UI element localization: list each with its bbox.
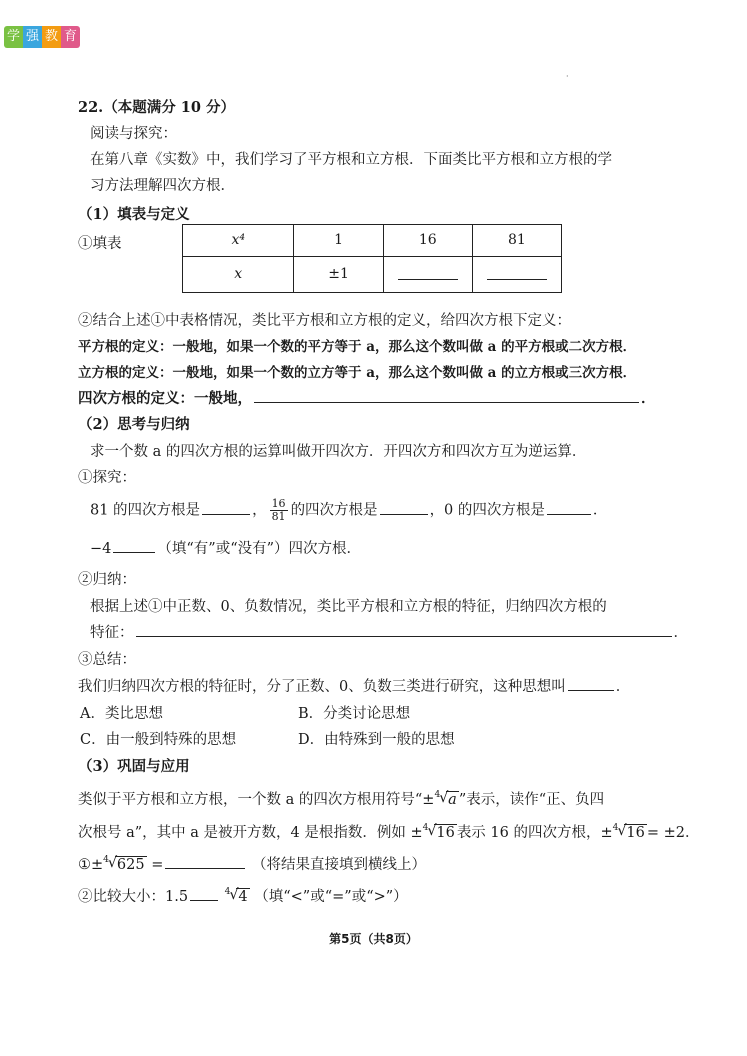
summary-row: 我们归纳四次方根的特征时，分了正数、0、负数三类进行研究，这种思想叫 ． [78,675,630,696]
answer-blank[interactable] [113,538,155,553]
induct-row: 特征： ． [90,621,688,642]
neg4: −4 [90,541,112,557]
q2-tail: （填“<”或“=”或“>”） [254,889,408,905]
fourth-root-a: $^4$√ a [434,792,458,808]
answer-blank[interactable] [383,256,472,293]
answer-blank[interactable] [136,622,672,637]
summary-label: ③总结： [78,652,136,668]
summary-text: 我们归纳四次方根的特征时，分了正数、0、负数三类进行研究，这种思想叫 [78,679,566,695]
answer-blank[interactable] [165,854,245,869]
explore-a: 81 的四次方根是 [90,502,201,519]
neg4-row [90,537,361,558]
notation-1b: ”表示，读作“正、负四 [458,792,605,808]
frac-num: 16 [271,497,286,510]
logo [4,26,80,48]
notation-row-1 [78,788,604,809]
table-cell: ±1 [294,256,383,293]
answer-blank[interactable] [547,500,591,515]
neg4-tail: （填“有”或“没有”）四次方根． [157,541,362,557]
intro-line-2: 习方法理解四次方根． [90,178,235,194]
answer-blank[interactable] [254,388,639,403]
induct-line-1: 根据上述①中正数、0、负数情况，类比平方根和立方根的特征，归纳四次方根的 [90,599,607,615]
fourth-root-16: $^4$√ 16 [613,825,647,841]
notation-2a: 次根号 a”，其中 a 是被开方数，4 是根指数．例如 ± [78,825,423,841]
notation-1a: 类似于平方根和立方根，一个数 a 的四次方根用符号“± [78,792,435,808]
q1-prefix: ①± [78,857,104,873]
table-head-x4: x⁴ [183,225,294,257]
table-cell: 81 [472,225,561,257]
q1-tail: （将结果直接填到横线上） [251,857,426,873]
explore-c: ，0 的四次方根是 [429,502,545,519]
def-fourth-row: 四次方根的定义：一般地， ． [78,390,656,407]
fill-label: ①填表 [78,236,122,252]
explore-label: ①探究： [78,470,136,486]
intro-line-1: 在第八章《实数》中，我们学习了平方根和立方根．下面类比平方根和立方根的学 [90,152,612,168]
table-cell: 16 [383,225,472,257]
notation-row-2 [78,821,699,842]
combine-text: ②结合上述①中表格情况，类比平方根和立方根的定义，给四次方根下定义： [78,313,571,329]
logo-char: 育 [61,26,80,48]
logo-char: 教 [42,26,61,48]
question-header: 22.（本题满分 10 分） [78,99,236,116]
answer-blank[interactable] [190,886,218,901]
fourth-root-16: $^4$√ 16 [423,825,457,841]
logo-char: 学 [4,26,23,48]
answer-blank[interactable] [380,500,428,515]
page-footer: 第5页（共8页） [329,932,418,946]
notation-2b: 表示 16 的四次方根，± [456,825,613,841]
scan-dot: · [566,72,569,81]
part2-desc: 求一个数 a 的四次方根的运算叫做开四次方．开四次方和四次方互为逆运算． [90,444,587,460]
option-c: C．由一般到特殊的思想 [80,732,237,748]
option-a: A．类比思想 [80,706,163,722]
table-row [183,256,562,293]
def-square: 平方根的定义：一般地，如果一个数的平方等于 a，那么这个数叫做 a 的平方根或二次方根． [78,339,637,355]
def-cube: 立方根的定义：一般地，如果一个数的立方等于 a，那么这个数叫做 a 的立方根或三次方根． [78,365,637,381]
option-b: B．分类讨论思想 [298,706,411,722]
option-d: D．由特殊到一般的思想 [298,732,455,748]
intro-title: 阅读与探究： [90,126,177,142]
notation-2c: = ±2． [646,825,700,841]
explore-b: 的四次方根是 [290,502,378,519]
answer-blank[interactable] [202,500,250,515]
def-fourth: 四次方根的定义：一般地， [78,390,252,407]
fill-table [182,224,562,293]
table-head-x: x [183,256,294,293]
fourth-root-625: $^4$√ 625 [103,857,146,873]
answer-blank[interactable] [568,676,614,691]
part3-title: （3）巩固与应用 [78,758,190,775]
answer-blank[interactable] [472,256,561,293]
induct-line-2: 特征： [90,625,134,641]
table-cell: 1 [294,225,383,257]
induct-label: ②归纳： [78,572,136,588]
explore-row: 81 的四次方根是 ， $\frac{16}{81}$ 的四次方根是 ，0 的四次方根是 ． [90,497,608,523]
table-row [183,225,562,257]
logo-char: 强 [23,26,42,48]
q1-eq: = [151,857,164,873]
q1-row [78,853,426,874]
q2-prefix: ②比较大小：1.5 [78,889,189,905]
fourth-root-4: $^4$√ 4 [225,889,250,905]
q2-row [78,885,408,906]
part1-title: （1）填表与定义 [78,206,190,223]
fraction-16-81 [270,498,288,523]
part2-title: （2）思考与归纳 [78,416,190,433]
frac-den: 81 [271,510,286,523]
